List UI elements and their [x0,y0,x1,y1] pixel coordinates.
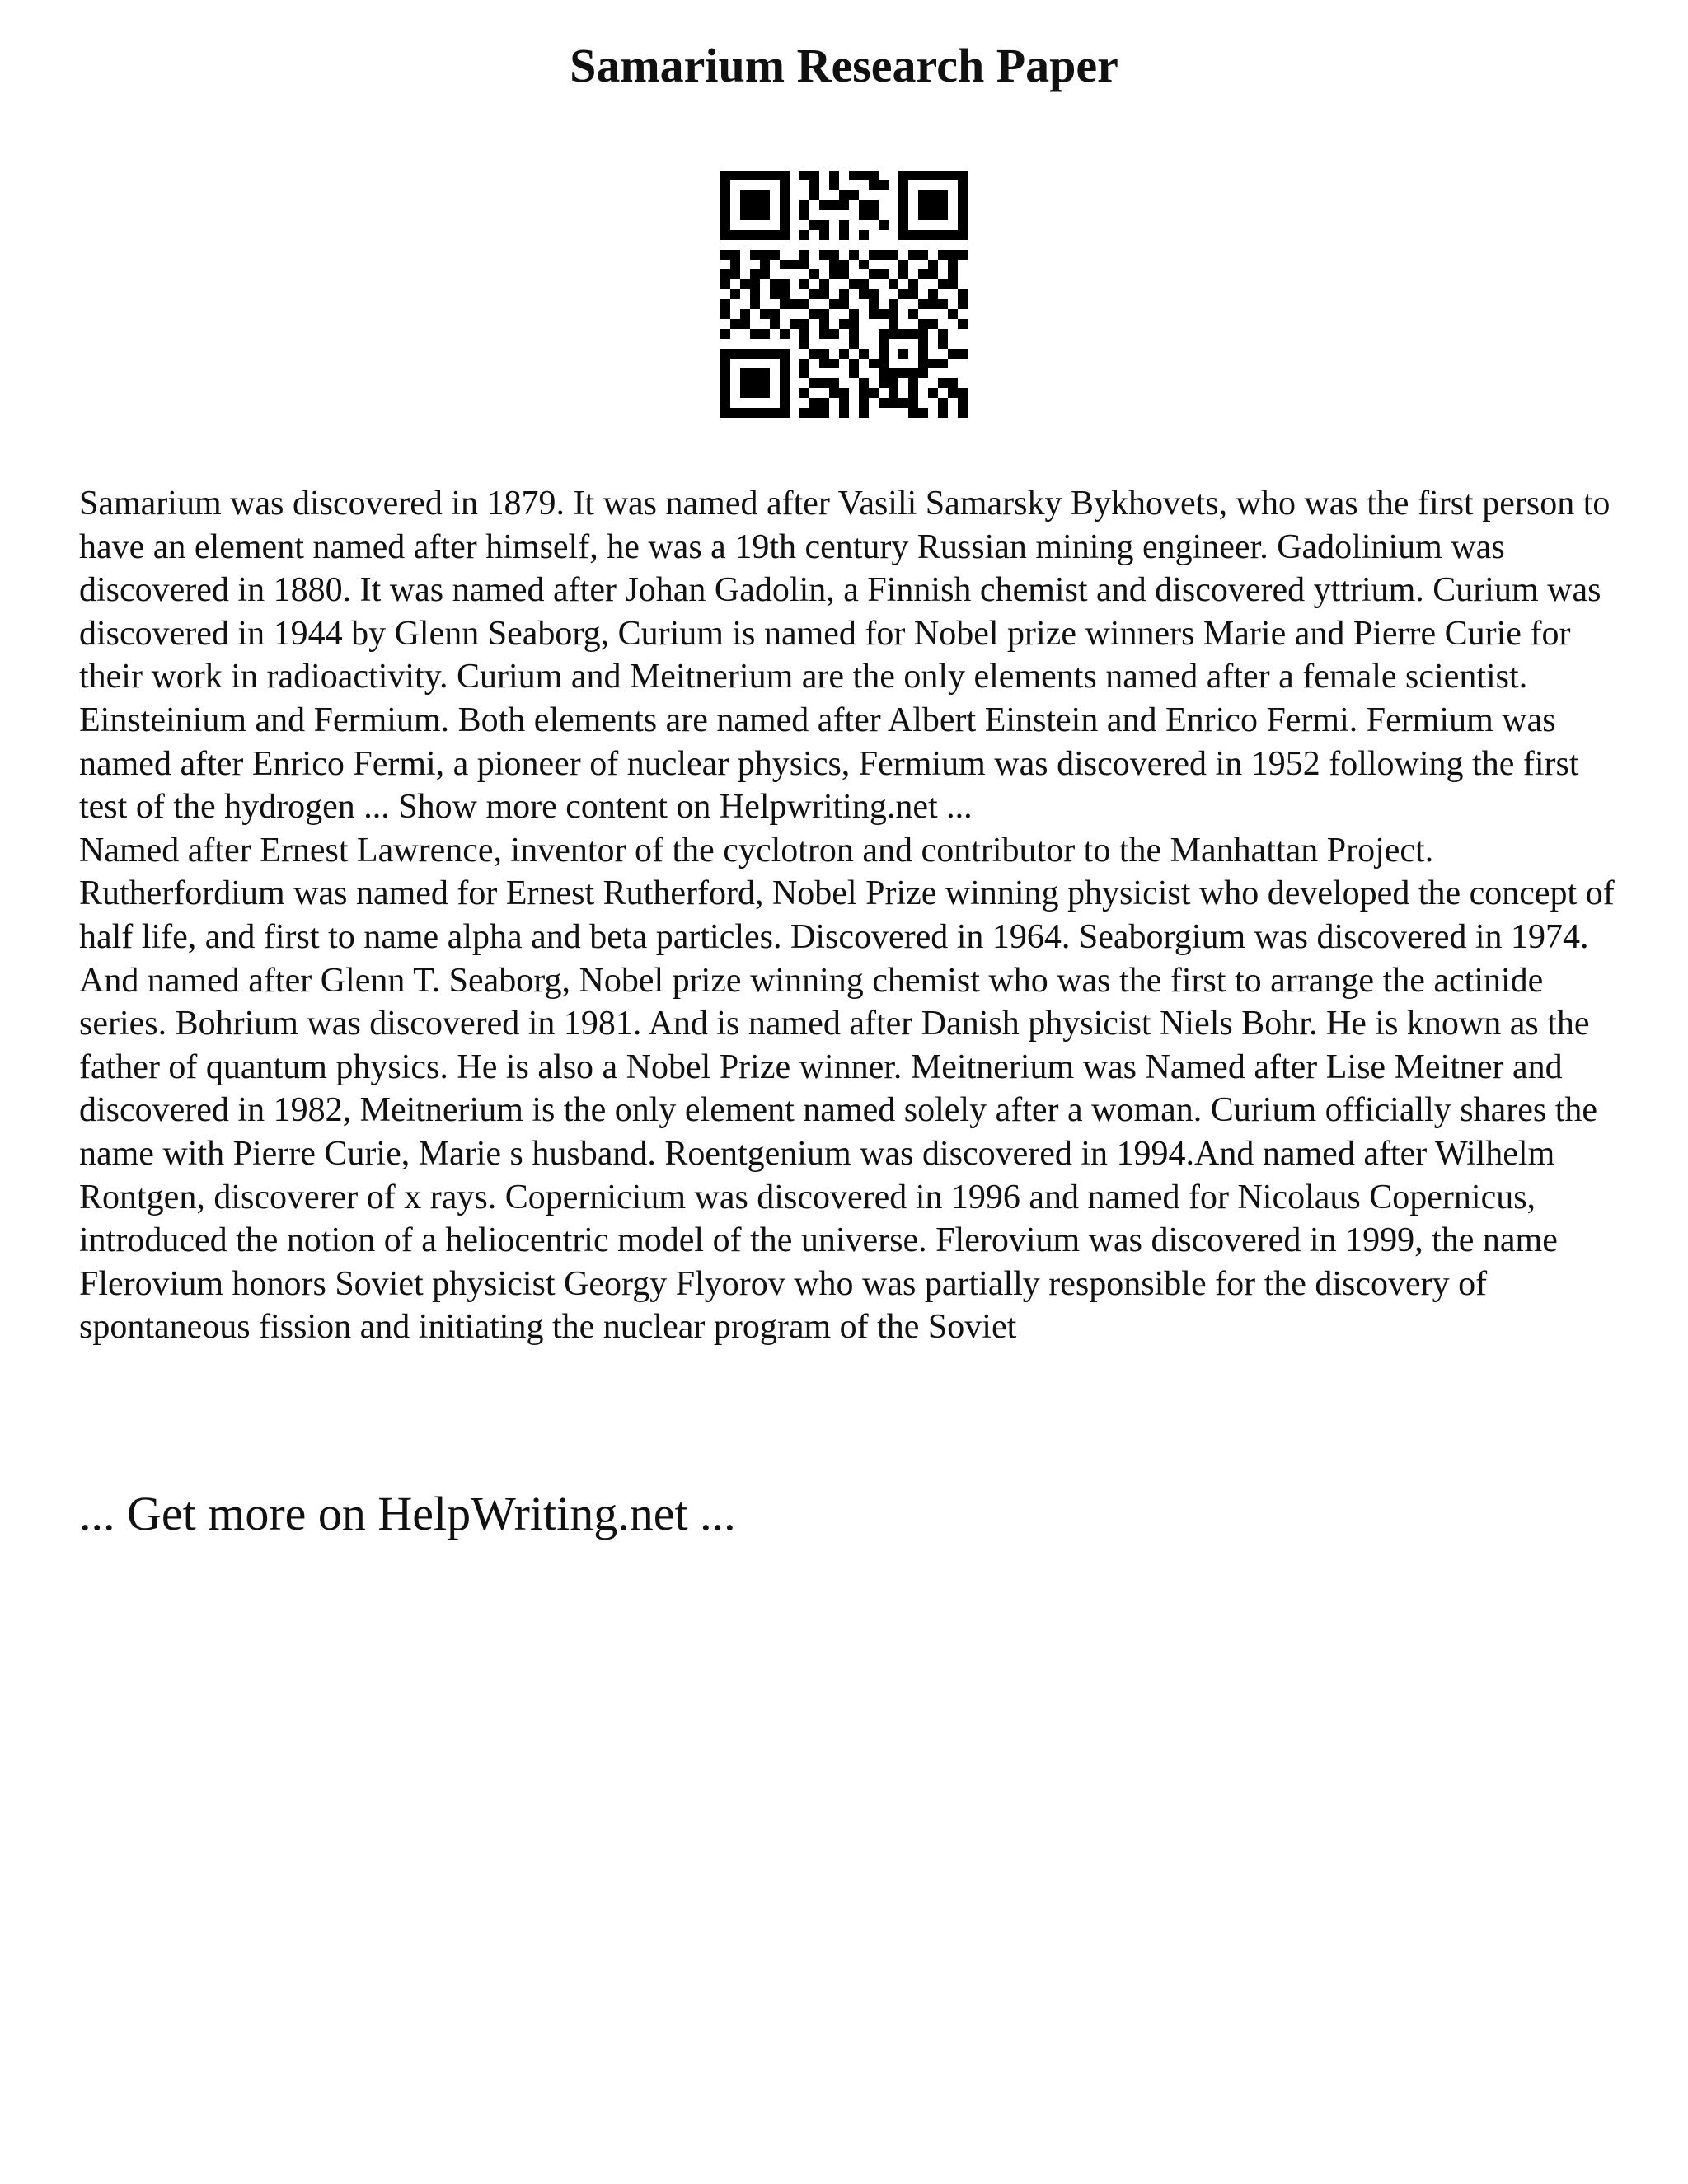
get-more-link[interactable]: ... Get more on HelpWriting.net ... [79,1487,736,1540]
paragraph: Named after Ernest Lawrence, inventor of the cyclotron and contributor to the Manhattan Project. Rutherfordium was named for Ernest Rutherford, Nobel Prize winning physicist who developed the concept of half life, and first to name alpha and beta particles. Discovered in 1964. Seaborgium was discovered in 1974. And named after Glenn T. Seaborg, Nobel prize winning chemist who was the first to arrange the actinide series. Bohrium was discovered in 1981. And is named after Danish physicist Niels Bohr. He is known as the father of quantum physics. He is also a Nobel Prize winner. Meitnerium was Named after Lise Meitner and discovered in 1982, Meitnerium is the only element named solely after a woman. Curium officially shares the name with Pierre Curie, Marie s husband. Roentgenium was discovered in 1994.And named after Wilhelm Rontgen, discoverer of x rays. Copernicium was discovered in 1996 and named for Nicolaus Copernicus, introduced the notion of a heliocentric model of the universe. Flerovium was discovered in 1999, the name Flerovium honors Soviet physicist Georgy Flyorov who was partially responsible for the discovery of spontaneous fission and initiating the nuclear program of the Soviet [79,831,1615,1347]
paragraph: Samarium was discovered in 1879. It was named after Vasili Samarsky Bykhovets, who was the first person to have an element named after himself, he was a 19th century Russian mining engineer. Gadolinium was discovered in 1880. It was named after Johan Gadolin, a Finnish chemist and discovered yttrium. Curium was discovered in 1944 by Glenn Seaborg, Curium is named for Nobel prize winners Marie and Pierre Curie for their work in radioactivity. Curium and Meitnerium are the only elements named after a female scientist. Einsteinium and Fermium. Both elements are named after Albert Einstein and Enrico Fermi. Fermium was named after Enrico Fermi, a pioneer of nuclear physics, Fermium was discovered in 1952 following the first test of the hydrogen ... Show more content on Helpwriting.net ... [79,485,1611,827]
page-title: Samarium Research Paper [570,39,1118,92]
article-body [79,482,1629,1349]
qr-code-icon [720,171,968,418]
qr-code [720,171,968,418]
